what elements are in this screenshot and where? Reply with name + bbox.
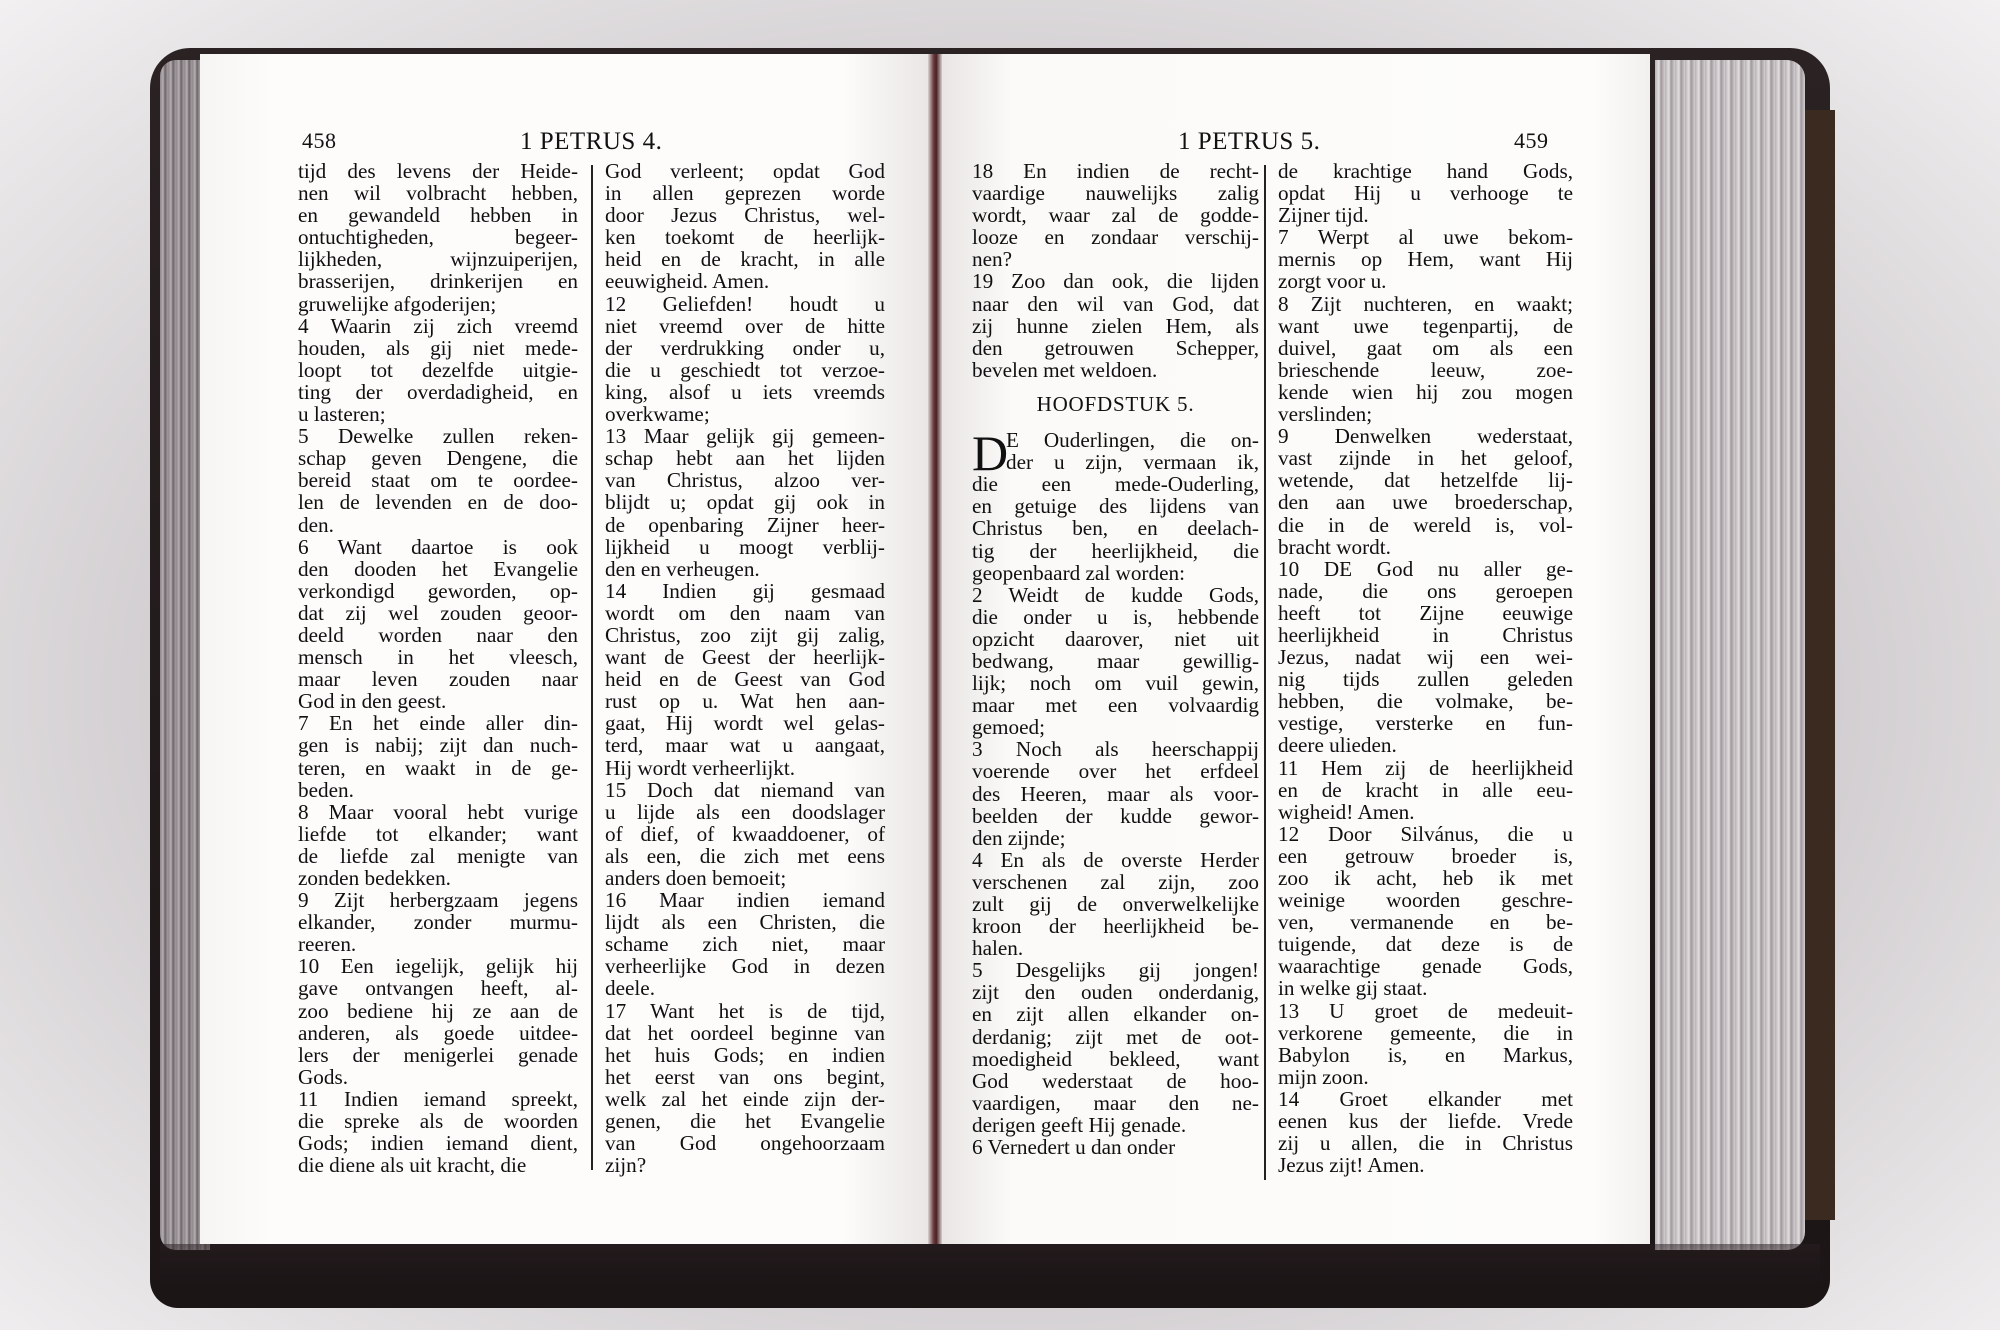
- text-line: schap geven Dengene, die: [298, 446, 578, 471]
- text-line: 3 Noch als heerschappij: [972, 737, 1259, 762]
- text-line: terd, maar wat u aangaat,: [605, 733, 885, 758]
- text-line: liefde tot elkander; want: [298, 821, 578, 846]
- text-line: ken toekomt de heerlijk-: [605, 225, 885, 250]
- text-line: ven, vermanende en be-: [1278, 910, 1573, 935]
- text-line: king, alsof u iets vreemds: [605, 379, 885, 404]
- text-line: 15 Doch dat niemand van: [605, 777, 885, 802]
- text-line: die spreke als de woorden: [298, 1109, 578, 1134]
- text-line: Jezus zijt! Amen.: [1278, 1153, 1425, 1178]
- text-line: en de kracht in alle eeu-: [1278, 777, 1573, 802]
- text-line: 14 Indien gij gesmaad: [605, 578, 885, 603]
- text-line: der u zijn, vermaan ik,: [1006, 450, 1259, 475]
- text-line: lijkheid u moogt verblij-: [605, 534, 885, 559]
- text-line: God wederstaat de hoo-: [972, 1068, 1259, 1093]
- text-line: eenen kus der liefde. Vrede: [1278, 1109, 1573, 1134]
- text-line: brasserijen, drinkerijen en: [298, 269, 578, 294]
- text-line: heid en de kracht, in alle: [605, 247, 885, 272]
- text-line: zorgt voor u.: [1278, 269, 1387, 294]
- text-line: vestige, versterke en fun-: [1278, 711, 1573, 736]
- text-line: die in de wereld is, vol-: [1278, 512, 1573, 537]
- text-line: 11 Hem zij de heerlijkheid: [1278, 755, 1573, 780]
- text-line: Jezus, nadat wij een wei-: [1278, 645, 1573, 670]
- text-line: 6 Vernedert u dan onder: [972, 1135, 1176, 1160]
- text-line: 7 Werpt al uwe bekom-: [1278, 225, 1573, 250]
- text-line: schap hebt aan het lijden: [605, 446, 885, 471]
- text-line: lijdt als een Christen, die: [605, 910, 885, 935]
- text-line: van Christus, alzoo ver-: [605, 468, 885, 493]
- text-line: zij hunne zielen Hem, als: [972, 313, 1259, 338]
- text-line: zij u allen, die in Christus: [1278, 1131, 1573, 1156]
- text-line: verschenen zal zijn, zoo: [972, 869, 1259, 894]
- text-line: dat zij wel zouden geoor-: [298, 600, 578, 625]
- text-line: voerende over het erfdeel: [972, 759, 1259, 784]
- text-line: brieschende leeuw, zoe-: [1278, 357, 1573, 382]
- text-line: nen?: [972, 247, 1012, 272]
- text-line: nen wil volbracht hebben,: [298, 181, 578, 206]
- text-line: want uwe tegenpartij, de: [1278, 313, 1573, 338]
- text-line: 12 Door Silvánus, die u: [1278, 821, 1573, 846]
- text-line: 10 DE God nu aller ge-: [1278, 556, 1573, 581]
- text-line: 4 En als de overste Herder: [972, 847, 1259, 872]
- text-line: opzicht daarover, niet uit: [972, 626, 1259, 651]
- text-line: lijkheden, wijnzuiperijen,: [298, 247, 578, 272]
- text-line: het huis Gods; en indien: [605, 1042, 885, 1067]
- text-line: Zijner tijd.: [1278, 203, 1369, 228]
- text-line: gen is nabij; zijt dan nuch-: [298, 733, 578, 758]
- text-line: zijt den ouden onderdanig,: [972, 980, 1259, 1005]
- text-line: het eerst van ons begint,: [605, 1064, 885, 1089]
- text-line: den aan uwe broederschap,: [1278, 490, 1573, 515]
- text-line: derdanig; zijt met de oot-: [972, 1024, 1259, 1049]
- text-line: deele.: [605, 976, 655, 1001]
- text-line: gemoed;: [972, 715, 1045, 740]
- text-line: gave ontvangen heeft, al-: [298, 976, 578, 1001]
- text-line: vaardigen, maar den ne-: [972, 1090, 1259, 1115]
- text-line: den zijnde;: [972, 825, 1066, 850]
- text-line: tuigende, dat deze is de: [1278, 932, 1573, 957]
- text-line: maar met een volvaardig: [972, 693, 1259, 718]
- text-line: 11 Indien iemand spreekt,: [298, 1086, 578, 1111]
- text-line: houden, als gij niet mede-: [298, 335, 578, 360]
- text-line: wordt om den naam van: [605, 600, 885, 625]
- text-line: verslinden;: [1278, 402, 1373, 427]
- text-line: 9 Denwelken wederstaat,: [1278, 424, 1573, 449]
- text-line: 7 En het einde aller din-: [298, 711, 578, 736]
- text-line: God verleent; opdat God: [605, 159, 885, 183]
- text-line: wetende, dat hetzelfde lij-: [1278, 468, 1573, 493]
- text-line: 19 Zoo dan ook, die lijden: [972, 269, 1259, 294]
- text-line: rust op u. Wat hen aan-: [605, 689, 885, 714]
- text-line: 16 Maar indien iemand: [605, 888, 885, 913]
- text-line: als een, die zich met eens: [605, 843, 885, 868]
- text-line: den getrouwen Schepper,: [972, 335, 1259, 360]
- text-line: dat het oordeel beginne van: [605, 1020, 885, 1045]
- chapter-heading: HOOFDSTUK 5.: [1036, 391, 1195, 416]
- text-line: of dief, of kwaaddoener, of: [605, 821, 885, 846]
- text-line: 5 Desgelijks gij jongen!: [972, 958, 1259, 983]
- text-line: loopt tot dezelfde uitgie-: [298, 357, 578, 382]
- text-line: u lijde als een doodslager: [605, 799, 885, 824]
- text-line: teren, en waakt in de ge-: [298, 755, 578, 780]
- page-edges-right: [1655, 60, 1805, 1250]
- text-line: en gewandeld hebben in: [298, 203, 578, 228]
- text-line: nig tijds zullen geleden: [1278, 667, 1573, 692]
- text-line: welk zal het einde zijn der-: [605, 1086, 885, 1111]
- text-line: gaat, Hij wordt wel gelas-: [605, 711, 885, 736]
- text-line: want de Geest der heerlijk-: [605, 645, 885, 670]
- left-column-1: [298, 160, 578, 1176]
- text-line: moedigheid bekleed, want: [972, 1046, 1259, 1071]
- text-line: mensch in het vleesch,: [298, 645, 578, 670]
- text-line: in allen geprezen worde: [605, 181, 885, 206]
- text-line: den dooden het Evangelie: [298, 556, 578, 581]
- text-line: door Jezus Christus, wel-: [605, 203, 885, 228]
- text-line: vaardige nauwelijks zalig: [972, 181, 1259, 206]
- text-line: 12 Geliefden! houdt u: [605, 291, 885, 316]
- text-line: zult gij de onverwelkelijke: [972, 892, 1259, 916]
- text-line: 17 Want het is de tijd,: [605, 998, 885, 1023]
- text-line: kroon der heerlijkheid be-: [972, 914, 1259, 939]
- text-line: tig der heerlijkheid, die: [972, 538, 1259, 563]
- text-line: 18 En indien de recht-: [972, 159, 1259, 183]
- text-line: bevelen met weldoen.: [972, 357, 1158, 382]
- text-line: derigen geeft Hij genade.: [972, 1112, 1187, 1137]
- text-line: den en verheugen.: [605, 556, 760, 581]
- text-line: anderen, als goede uitdee-: [298, 1020, 578, 1045]
- text-line: 9 Zijt herbergzaam jegens: [298, 888, 578, 913]
- book-spine-edge: [1805, 110, 1835, 1220]
- column-rule: [591, 165, 593, 1170]
- text-line: zijn?: [605, 1153, 647, 1178]
- text-line: schame zich niet, maar: [605, 932, 885, 957]
- column-rule: [1264, 165, 1266, 1180]
- text-line: zoo bediene hij ze aan de: [298, 998, 578, 1023]
- text-line: God in den geest.: [298, 689, 447, 714]
- text-line: die een mede-Ouderling,: [972, 472, 1259, 497]
- text-line: naar den wil van God, dat: [972, 291, 1259, 316]
- text-line: len de levenden en de doo-: [298, 490, 578, 515]
- text-line: wordt, waar zal de godde-: [972, 203, 1259, 228]
- text-line: Christus ben, en deelach-: [972, 516, 1259, 541]
- text-line: heeft tot Zijne eeuwige: [1278, 600, 1573, 625]
- text-line: van God ongehoorzaam: [605, 1131, 885, 1156]
- text-line: reeren.: [298, 932, 357, 957]
- text-line: 8 Zijt nuchteren, en waakt;: [1278, 291, 1573, 316]
- text-line: looze en zondaar verschij-: [972, 225, 1259, 250]
- text-line: de krachtige hand Gods,: [1278, 159, 1573, 183]
- text-line: beelden der kudde gewor-: [972, 803, 1259, 828]
- text-line: de openbaring Zijner heer-: [605, 512, 885, 537]
- left-column-2: [605, 160, 885, 1176]
- text-line: 8 Maar vooral hebt vurige: [298, 799, 578, 824]
- text-line: Christus, zoo zijt gij zalig,: [605, 622, 885, 647]
- text-line: 5 Dewelke zullen reken-: [298, 424, 578, 449]
- text-line: hebben, die volmake, be-: [1278, 689, 1573, 714]
- text-line: bereid staat om te oordee-: [298, 468, 578, 493]
- text-line: verkondigd geworden, op-: [298, 578, 578, 603]
- text-line: en zijt allen elkander on-: [972, 1002, 1259, 1027]
- text-line: mijn zoon.: [1278, 1064, 1369, 1089]
- text-line: een getrouw broeder is,: [1278, 843, 1573, 868]
- text-line: heid en de Geest van God: [605, 667, 885, 692]
- text-line: 4 Waarin zij zich vreemd: [298, 313, 578, 338]
- text-line: deeld worden naar den: [298, 622, 578, 647]
- book-gutter: [928, 54, 942, 1244]
- text-line: 6 Want daartoe is ook: [298, 534, 578, 559]
- right-page-header: 1 PETRUS 5.: [1178, 128, 1321, 155]
- text-line: gruwelijke afgoderijen;: [298, 291, 497, 316]
- text-line: heerlijkheid in Christus: [1278, 622, 1573, 647]
- text-line: 13 Maar gelijk gij gemeen-: [605, 424, 885, 449]
- text-line: lijk; noch om vuil gewin,: [972, 671, 1259, 696]
- text-line: die diene als uit kracht, die: [298, 1153, 527, 1178]
- text-line: anders doen bemoeit;: [605, 866, 787, 890]
- text-line: waarachtige genade Gods,: [1278, 954, 1573, 979]
- text-line: bracht wordt.: [1278, 534, 1391, 559]
- text-line: 13 U groet de medeuit-: [1278, 998, 1573, 1023]
- text-line: zonden bedekken.: [298, 866, 451, 890]
- text-line: des Heeren, maar als voor-: [972, 781, 1259, 806]
- text-line: zoo ik acht, heb ik met: [1278, 866, 1573, 890]
- text-line: vast zijnde in het geloof,: [1278, 446, 1573, 471]
- text-line: niet vreemd over de hitte: [605, 313, 885, 338]
- text-line: kende wien hij zou mogen: [1278, 379, 1573, 404]
- text-line: mernis op Hem, want Hij: [1278, 247, 1573, 272]
- text-line: elkander, zonder murmu-: [298, 910, 578, 935]
- text-line: ting der overdadigheid, en: [298, 379, 578, 404]
- text-line: deere ulieden.: [1278, 733, 1397, 758]
- text-line: Babylon is, en Markus,: [1278, 1042, 1573, 1067]
- text-line: blijdt u; opdat gij ook in: [605, 490, 885, 515]
- text-line: bedwang, maar gewillig-: [972, 648, 1259, 673]
- text-line: en getuige des lijdens van: [972, 494, 1259, 519]
- left-page-number: 458: [302, 128, 337, 153]
- text-line: wigheid! Amen.: [1278, 799, 1415, 824]
- text-line: maar leven zouden naar: [298, 667, 578, 692]
- right-column-2: [1278, 160, 1573, 1176]
- text-line: beden.: [298, 777, 354, 802]
- text-line: die u geschiedt tot verzoe-: [605, 357, 885, 382]
- text-line: die onder u is, hebbende: [972, 604, 1259, 629]
- text-line: verheerlijke God in dezen: [605, 954, 885, 979]
- text-line: in welke gij staat.: [1278, 976, 1428, 1001]
- right-page-number: 459: [1514, 128, 1549, 153]
- text-line: verkorene gemeente, die in: [1278, 1020, 1573, 1045]
- drop-cap: D: [972, 425, 1009, 482]
- text-line: Hij wordt verheerlijkt.: [605, 755, 796, 780]
- page-bottom-shadow: [160, 1244, 1820, 1284]
- text-line: overkwame;: [605, 402, 710, 427]
- text-line: u lasteren;: [298, 402, 386, 427]
- text-line: eeuwigheid. Amen.: [605, 269, 770, 294]
- text-line: 10 Een iegelijk, gelijk hij: [298, 954, 578, 979]
- text-line: tijd des levens der Heide-: [298, 159, 578, 183]
- text-line: halen.: [972, 936, 1024, 961]
- text-line: E Ouderlingen, die on-: [1006, 428, 1259, 453]
- text-line: nade, die ons geroepen: [1278, 578, 1573, 603]
- text-line: geopenbaard zal worden:: [972, 560, 1185, 585]
- text-line: Gods.: [298, 1064, 349, 1089]
- text-line: der verdrukking onder u,: [605, 335, 885, 360]
- text-line: duivel, gaat om als een: [1278, 335, 1573, 360]
- text-line: genen, die het Evangelie: [605, 1109, 885, 1134]
- text-line: ontuchtigheden, begeer-: [298, 225, 578, 250]
- text-line: de liefde zal menigte van: [298, 843, 578, 868]
- left-page-header: 1 PETRUS 4.: [520, 128, 663, 155]
- text-line: opdat Hij u verhooge te: [1278, 181, 1573, 206]
- text-line: 2 Weidt de kudde Gods,: [972, 582, 1259, 607]
- text-line: lers der menigerlei genade: [298, 1042, 578, 1067]
- text-line: weinige woorden geschre-: [1278, 888, 1573, 913]
- text-line: Gods; indien iemand dient,: [298, 1131, 578, 1156]
- text-line: den.: [298, 512, 334, 537]
- right-column-1: [972, 160, 1259, 1158]
- text-line: 14 Groet elkander met: [1278, 1086, 1573, 1111]
